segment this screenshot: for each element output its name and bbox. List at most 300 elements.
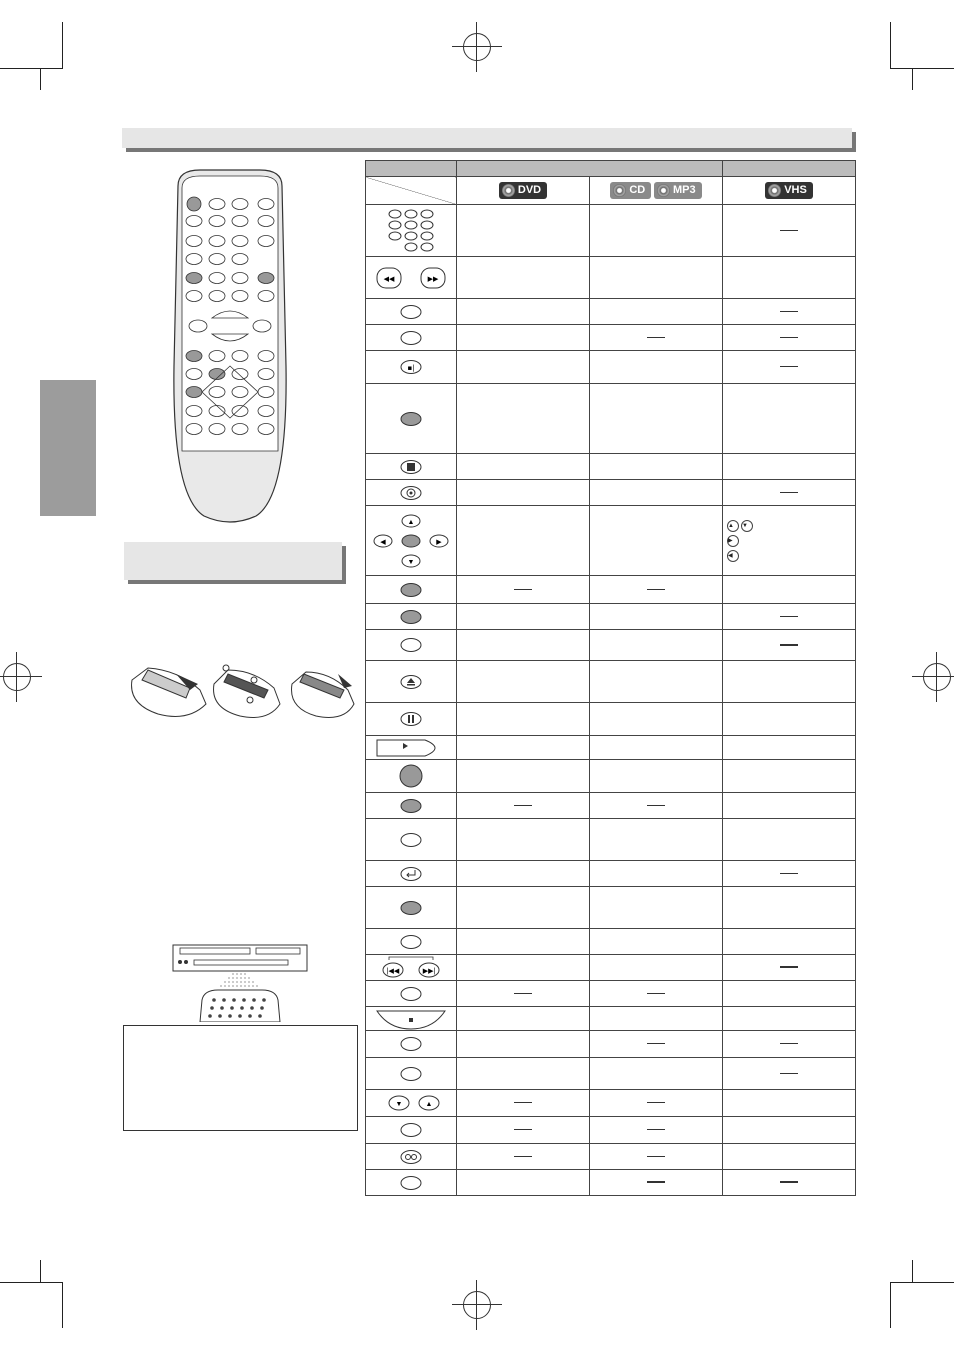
button-icon-cell — [366, 793, 457, 819]
svg-text:◀: ◀ — [380, 538, 386, 546]
grey-oval-button-icon — [391, 898, 431, 918]
target-icon — [391, 483, 431, 503]
crop-mark — [912, 1260, 913, 1282]
button-icon-cell — [366, 1058, 457, 1090]
crop-mark — [912, 68, 913, 90]
button-icon-cell — [366, 981, 457, 1007]
cell-cd-mp3 — [590, 1031, 723, 1058]
cell-vhs — [723, 861, 856, 887]
cell-cd-mp3 — [590, 929, 723, 955]
remote-button — [258, 236, 274, 247]
cursor-button-icon: ▶ — [727, 535, 739, 547]
disc-icon — [657, 184, 670, 197]
table-row — [366, 1170, 856, 1196]
dvd-disc-logo: DVD — [499, 182, 547, 199]
cursor-pad-icon — [371, 511, 451, 571]
button-icon-cell — [366, 861, 457, 887]
rewind-forward-icon — [371, 265, 451, 291]
cell-dvd — [457, 955, 590, 981]
remote-button — [232, 387, 248, 398]
cell-cd-mp3 — [590, 630, 723, 661]
cell-dvd — [457, 861, 590, 887]
cursor-button-group — [727, 520, 855, 532]
remote-button — [209, 273, 225, 284]
column-vhs — [723, 177, 856, 205]
cell-cd-mp3 — [590, 454, 723, 480]
not-applicable-dash — [514, 1102, 532, 1103]
cell-vhs — [723, 205, 856, 257]
not-applicable-dash — [780, 492, 798, 493]
table-row — [366, 1144, 856, 1170]
cell-cd-mp3 — [590, 576, 723, 604]
remote-button — [258, 291, 274, 302]
remote-button — [232, 424, 248, 435]
svg-text:▲: ▲ — [425, 1101, 433, 1108]
cell-dvd — [457, 630, 590, 661]
not-applicable-dash — [780, 1181, 798, 1183]
button-icon-cell — [366, 604, 457, 630]
cell-vhs — [723, 1007, 856, 1031]
header-vcr-functions — [723, 161, 856, 177]
table-row — [366, 981, 856, 1007]
grey-oval-button-icon — [391, 607, 431, 627]
cell-vhs — [723, 1117, 856, 1144]
table-row — [366, 861, 856, 887]
not-applicable-dash — [647, 589, 665, 590]
cell-vhs — [723, 506, 856, 576]
svg-text:▼: ▼ — [395, 1101, 403, 1108]
button-icon-cell — [366, 955, 457, 981]
button-icon-cell — [366, 819, 457, 861]
oval-button-icon — [391, 328, 431, 348]
eject-icon — [391, 672, 431, 692]
oval-button-icon — [391, 830, 431, 850]
remote-button — [258, 387, 274, 398]
remote-button — [186, 273, 202, 284]
remote-button — [186, 387, 202, 398]
oval-button-icon — [391, 1064, 431, 1084]
cell-vhs — [723, 1144, 856, 1170]
cell-dvd — [457, 760, 590, 793]
oval-button-icon — [391, 932, 431, 952]
cell-dvd — [457, 736, 590, 760]
cell-cd-mp3 — [590, 604, 723, 630]
table-row — [366, 1090, 856, 1117]
cell-vhs — [723, 1090, 856, 1117]
table-row — [366, 480, 856, 506]
remote-button — [186, 291, 202, 302]
button-icon-cell — [366, 1007, 457, 1031]
oval-button-icon — [391, 984, 431, 1004]
cursor-button-group — [727, 550, 855, 562]
remote-button — [209, 236, 225, 247]
cell-cd-mp3 — [590, 861, 723, 887]
button-icon-cell — [366, 736, 457, 760]
cell-dvd — [457, 1144, 590, 1170]
button-icon-cell — [366, 1170, 457, 1196]
cell-cd-mp3 — [590, 760, 723, 793]
header-disc-functions — [457, 161, 723, 177]
button-icon-cell — [366, 384, 457, 454]
table-row — [366, 576, 856, 604]
table-row — [366, 736, 856, 760]
note-box — [123, 1025, 358, 1131]
cell-vhs — [723, 819, 856, 861]
cursor-button-icon: ◀ — [727, 550, 739, 562]
cell-vhs — [723, 454, 856, 480]
mp3-disc-logo: MP3 — [654, 182, 702, 199]
remote-button — [232, 406, 248, 417]
button-icon-cell — [366, 1117, 457, 1144]
channel-down-up-icon — [371, 1092, 451, 1114]
cell-dvd — [457, 1031, 590, 1058]
remote-button — [258, 199, 274, 210]
column-dvd — [457, 177, 590, 205]
cell-dvd — [457, 506, 590, 576]
not-applicable-dash — [780, 616, 798, 617]
table-row — [366, 506, 856, 576]
remote-button — [232, 254, 248, 265]
button-icon-cell — [366, 506, 457, 576]
not-applicable-dash — [514, 805, 532, 806]
not-applicable-dash — [647, 1102, 665, 1103]
button-icon-cell — [366, 1144, 457, 1170]
table-row — [366, 299, 856, 325]
table-row — [366, 630, 856, 661]
svg-text:|◀◀: |◀◀ — [386, 967, 400, 975]
registration-mark — [452, 22, 502, 72]
pause-icon — [391, 709, 431, 729]
remote-button — [209, 254, 225, 265]
remote-button — [209, 424, 225, 435]
table-row — [366, 604, 856, 630]
cell-dvd — [457, 604, 590, 630]
cell-cd-mp3 — [590, 205, 723, 257]
cell-vhs — [723, 887, 856, 929]
section-heading-box — [124, 542, 342, 580]
battery-step-2-illustration — [210, 662, 282, 722]
table-row — [366, 1117, 856, 1144]
remote-button — [186, 369, 202, 380]
cell-dvd — [457, 351, 590, 384]
remote-button — [186, 424, 202, 435]
remote-button — [258, 273, 274, 284]
cell-cd-mp3 — [590, 981, 723, 1007]
table-row — [366, 793, 856, 819]
cell-cd-mp3 — [590, 351, 723, 384]
grey-oval-button-icon — [391, 796, 431, 816]
remote-button — [209, 199, 225, 210]
cell-vhs — [723, 736, 856, 760]
oval-button-icon — [391, 1120, 431, 1140]
not-applicable-dash — [780, 644, 798, 646]
remote-button — [209, 216, 225, 227]
not-applicable-dash — [514, 589, 532, 590]
cell-dvd — [457, 929, 590, 955]
cell-cd-mp3 — [590, 1058, 723, 1090]
cell-vhs — [723, 760, 856, 793]
table-row — [366, 703, 856, 736]
cell-vhs — [723, 1170, 856, 1196]
oval-button-icon — [391, 1173, 431, 1193]
not-applicable-dash — [647, 1181, 665, 1183]
oval-button-icon — [391, 302, 431, 322]
crop-mark — [62, 22, 63, 69]
cell-dvd — [457, 480, 590, 506]
button-icon-cell — [366, 760, 457, 793]
svg-text:◀◀: ◀◀ — [383, 274, 395, 283]
diagonal-header-cell — [366, 177, 457, 205]
battery-step-3-illustration — [288, 664, 356, 722]
crop-mark — [890, 68, 954, 69]
not-applicable-dash — [514, 993, 532, 994]
registration-mark — [452, 1280, 502, 1330]
svg-text:▶: ▶ — [436, 538, 442, 546]
not-applicable-dash — [780, 311, 798, 312]
power-icon — [396, 763, 426, 789]
table-row — [366, 384, 856, 454]
remote-button — [209, 351, 225, 362]
cell-cd-mp3 — [590, 1144, 723, 1170]
cell-cd-mp3 — [590, 506, 723, 576]
not-applicable-dash — [780, 337, 798, 338]
remote-button — [258, 369, 274, 380]
cell-cd-mp3 — [590, 1007, 723, 1031]
table-row — [366, 257, 856, 299]
cell-dvd — [457, 1090, 590, 1117]
crop-mark — [0, 1282, 62, 1283]
side-tab — [40, 380, 96, 516]
cell-vhs — [723, 1058, 856, 1090]
cell-dvd — [457, 661, 590, 703]
svg-text:▲: ▲ — [407, 518, 415, 526]
cell-dvd — [457, 981, 590, 1007]
button-icon-cell — [366, 576, 457, 604]
remote-button — [209, 387, 225, 398]
cell-cd-mp3 — [590, 887, 723, 929]
not-applicable-dash — [647, 1043, 665, 1044]
grey-oval-button-icon — [391, 409, 431, 429]
button-icon-cell — [366, 205, 457, 257]
cell-dvd — [457, 1170, 590, 1196]
header-button — [366, 161, 457, 177]
disc-icon — [613, 184, 626, 197]
remote-button — [232, 236, 248, 247]
skip-prev-next-icon — [371, 956, 451, 980]
cell-dvd — [457, 454, 590, 480]
cassette-icon — [768, 184, 781, 197]
cell-dvd — [457, 299, 590, 325]
dvd-vcr-unit-illustration — [172, 944, 308, 1022]
table-row — [366, 454, 856, 480]
forward-button — [253, 320, 271, 332]
disc-icon — [502, 184, 515, 197]
crop-mark — [890, 22, 891, 69]
button-icon-cell — [366, 454, 457, 480]
remote-button — [258, 424, 274, 435]
button-icon-cell — [366, 1031, 457, 1058]
grey-oval-button-icon — [391, 580, 431, 600]
cursor-button-icon: ▼ — [741, 520, 753, 532]
button-icon-cell — [366, 929, 457, 955]
not-applicable-dash — [780, 873, 798, 874]
cell-vhs — [723, 793, 856, 819]
oval-button-icon — [391, 1034, 431, 1054]
cell-vhs — [723, 325, 856, 351]
cell-dvd — [457, 887, 590, 929]
cell-cd-mp3 — [590, 480, 723, 506]
cell-dvd — [457, 205, 590, 257]
cursor-button-icon: ▲ — [727, 520, 739, 532]
remote-button — [186, 351, 202, 362]
button-icon-cell — [366, 887, 457, 929]
section-title-bar — [122, 128, 852, 148]
remote-control-illustration — [170, 166, 290, 526]
remote-button — [258, 406, 274, 417]
remote-button — [258, 216, 274, 227]
remote-button — [186, 216, 202, 227]
button-icon-cell — [366, 299, 457, 325]
vcr-icon — [391, 1147, 431, 1167]
cell-cd-mp3 — [590, 661, 723, 703]
cell-vhs — [723, 576, 856, 604]
cell-dvd — [457, 257, 590, 299]
table-row — [366, 955, 856, 981]
cell-cd-mp3 — [590, 257, 723, 299]
not-applicable-dash — [780, 1043, 798, 1044]
not-applicable-dash — [647, 993, 665, 994]
cell-cd-mp3 — [590, 1090, 723, 1117]
button-icon-cell — [366, 661, 457, 703]
cell-dvd — [457, 576, 590, 604]
cell-cd-mp3 — [590, 299, 723, 325]
return-icon — [391, 864, 431, 884]
table-row — [366, 325, 856, 351]
crop-mark — [890, 1282, 954, 1283]
cell-vhs — [723, 661, 856, 703]
button-icon-cell — [366, 257, 457, 299]
svg-text:▪|: ▪| — [407, 364, 415, 372]
svg-text:▶▶: ▶▶ — [427, 274, 439, 283]
cell-dvd — [457, 1058, 590, 1090]
cell-vhs — [723, 384, 856, 454]
cell-dvd — [457, 1117, 590, 1144]
remote-button — [232, 273, 248, 284]
button-icon-cell — [366, 325, 457, 351]
cd-disc-logo: CD — [610, 182, 651, 199]
not-applicable-dash — [514, 1129, 532, 1130]
remote-button — [232, 216, 248, 227]
svg-text:▼: ▼ — [407, 558, 415, 566]
remote-button — [186, 236, 202, 247]
cursor-button-group — [727, 535, 855, 547]
oval-button-icon — [391, 635, 431, 655]
svg-text:▶▶|: ▶▶| — [422, 967, 436, 975]
not-applicable-dash — [647, 1129, 665, 1130]
remote-function-table — [365, 160, 856, 1196]
table-row — [366, 819, 856, 861]
cell-dvd — [457, 819, 590, 861]
stop-icon — [391, 457, 431, 477]
cell-cd-mp3 — [590, 1117, 723, 1144]
rewind-button — [189, 320, 207, 332]
crop-mark — [40, 1260, 41, 1282]
cell-vhs — [723, 630, 856, 661]
cell-cd-mp3 — [590, 384, 723, 454]
cell-cd-mp3 — [590, 955, 723, 981]
registration-mark — [0, 652, 42, 702]
not-applicable-dash — [647, 337, 665, 338]
cell-vhs — [723, 1031, 856, 1058]
cell-vhs — [723, 480, 856, 506]
table-row — [366, 351, 856, 384]
table-row — [366, 661, 856, 703]
table-row — [366, 929, 856, 955]
cell-vhs — [723, 257, 856, 299]
crop-mark — [890, 1282, 891, 1328]
cell-vhs — [723, 299, 856, 325]
column-cd-mp3 — [590, 177, 723, 205]
registration-mark — [912, 652, 954, 702]
cell-dvd — [457, 1007, 590, 1031]
cell-vhs — [723, 981, 856, 1007]
table-row — [366, 1058, 856, 1090]
remote-button — [232, 291, 248, 302]
cell-vhs — [723, 955, 856, 981]
button-icon-cell — [366, 1090, 457, 1117]
vhs-logo: VHS — [765, 182, 813, 199]
remote-button — [187, 197, 201, 211]
remote-button — [258, 351, 274, 362]
cell-vhs — [723, 703, 856, 736]
cell-vhs — [723, 929, 856, 955]
remote-button — [209, 291, 225, 302]
button-icon-cell — [366, 480, 457, 506]
cell-dvd — [457, 703, 590, 736]
skip-pause-icon — [391, 357, 431, 377]
table-row — [366, 760, 856, 793]
button-icon-cell — [366, 351, 457, 384]
crop-mark — [62, 1282, 63, 1328]
not-applicable-dash — [514, 1156, 532, 1157]
number-keypad-icon — [381, 207, 441, 255]
cell-vhs — [723, 604, 856, 630]
table-row — [366, 1031, 856, 1058]
not-applicable-dash — [780, 230, 798, 231]
not-applicable-dash — [780, 366, 798, 367]
cell-cd-mp3 — [590, 703, 723, 736]
not-applicable-dash — [647, 1156, 665, 1157]
cell-cd-mp3 — [590, 819, 723, 861]
not-applicable-dash — [780, 1073, 798, 1074]
cell-cd-mp3 — [590, 736, 723, 760]
table-row — [366, 1007, 856, 1031]
cell-cd-mp3 — [590, 793, 723, 819]
button-icon-cell — [366, 630, 457, 661]
remote-button — [232, 351, 248, 362]
not-applicable-dash — [780, 966, 798, 968]
table-row — [366, 887, 856, 929]
button-icon-cell — [366, 703, 457, 736]
play-icon — [373, 737, 449, 759]
table-row — [366, 205, 856, 257]
not-applicable-dash — [647, 805, 665, 806]
battery-step-1-illustration — [128, 660, 208, 722]
cell-cd-mp3 — [590, 325, 723, 351]
stop-half-icon — [373, 1008, 449, 1030]
cell-cd-mp3 — [590, 1170, 723, 1196]
cell-dvd — [457, 793, 590, 819]
